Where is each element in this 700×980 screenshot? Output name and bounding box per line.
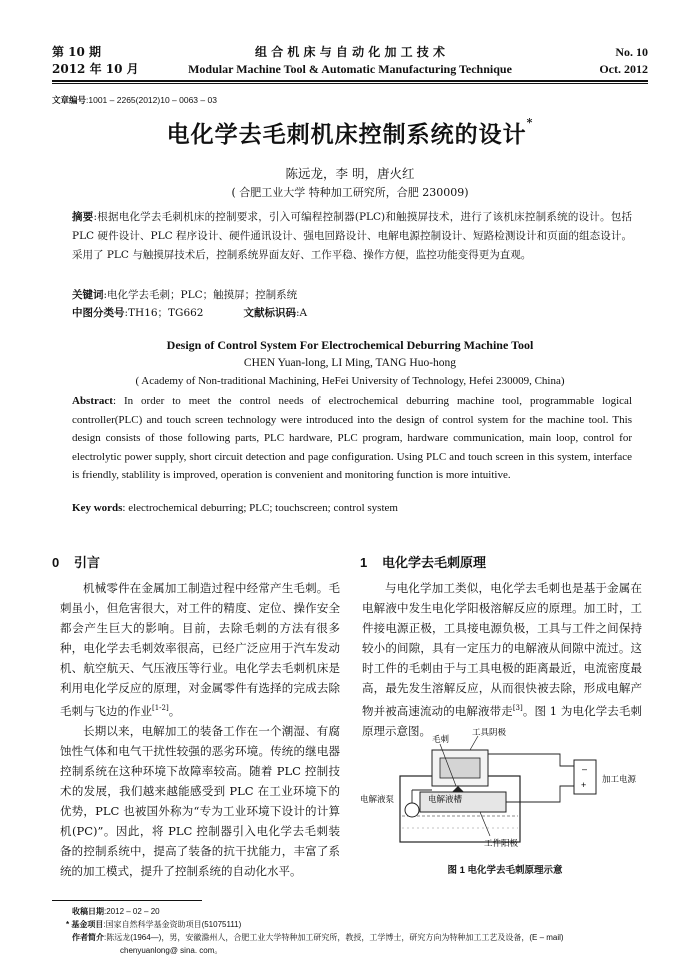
paper-authors: 陈远龙，李 明，唐火红: [285, 166, 415, 181]
header-rule: [52, 80, 648, 84]
keywords-cn: [72, 287, 297, 302]
right-column: [362, 578, 642, 741]
section-0-paragraph-2: 长期以来，电解加工的装备工作在一个潮湿、有腐蚀性气体和电气干扰性较强的恶劣环境。传统的继电器控制系统在这种环境下故障率较高。随着 PLC 控制技术的发展，我们越来越能感受到 PLC 在工业环境下的优势，PLC 也被国外称为“专为工业环境下设计的计算机(PC)”。因此，将 PLC 控制器引入电化学去毛刺装备的控制系统中，提高了装备的抗干扰能力，丰富了系统的加工模式，提升了控制系统的自动化水平。: [60, 723, 340, 878]
english-title: Design of Control System For Electrochemical Deburring Machine Tool: [166, 338, 534, 352]
label-burr: 毛刺: [432, 734, 450, 744]
journal-name: [0, 44, 700, 78]
wire-negative: [488, 754, 574, 766]
article-number-label: 文章编号: [52, 95, 87, 105]
classification-label: 中图分类号: [72, 307, 125, 319]
english-affiliation: ( Academy of Non-traditional Machining, HeFei University of Technology, Hefei 230009, China): [135, 375, 565, 387]
keywords-cn-text: :电化学去毛刺；PLC；触摸屏；控制系统: [103, 289, 298, 301]
paper-title-text: 电化学去毛刺机床控制系统的设计: [166, 121, 527, 148]
abstract-cn: [72, 208, 632, 265]
figure-1-diagram: [360, 728, 650, 858]
english-keywords: [72, 502, 398, 514]
power-plus: +: [581, 780, 587, 790]
paper-affiliation: ( 合肥工业大学 特种加工研究所，合肥 230009): [231, 186, 469, 199]
classification: [72, 305, 307, 320]
english-abstract: [72, 392, 632, 485]
english-keywords-label: Key words: [72, 502, 123, 514]
abstract-cn-text: :根据电化学去毛刺机床的控制要求，引入可编程控制器(PLC)和触摸屏技术，进行了该机床控制系统的设计。包括 PLC 硬件设计、PLC 程序设计、硬件通讯设计、强电回路设计、电解电源控制设计、短路检测设计和页面的组态设计。采用了 PLC 与触摸屏技术后，控制系统界面友好、工作平稳、操作方便，监控功能变得更为直观。: [72, 211, 632, 261]
article-number-value: :1001 – 2265(2012)10 – 0063 – 03: [86, 95, 217, 105]
left-column: [60, 578, 340, 881]
journal-name-cn: 组 合 机 床 与 自 动 化 加 工 技 术: [255, 45, 445, 59]
tool-core: [440, 758, 480, 778]
issue-date: 2012 年 10 月: [52, 62, 139, 76]
keywords-cn-label: 关键词: [72, 289, 104, 301]
english-abstract-label: Abstract: [72, 395, 113, 407]
citation-3: [3]: [512, 704, 523, 712]
journal-issue-en: [599, 44, 648, 78]
received-label: 收稿日期: [72, 907, 104, 916]
english-keywords-text: : electrochemical deburring; PLC; touchscreen; control system: [122, 502, 398, 514]
title-footnote-mark: *: [526, 116, 534, 129]
citation-1-2: [1-2]: [152, 704, 169, 712]
issue-number-en: No. 10: [615, 45, 648, 59]
label-workpiece-anode: 工件阳极: [484, 838, 519, 848]
label-electrolyte-tank: 电解液槽: [428, 794, 463, 804]
label-electrolyte-pump: 电解液泵: [360, 794, 395, 804]
section-1-paragraph-1: 与电化学加工类似，电化学去毛刺也是基于金属在电解液中发生电化学阳极溶解反应的原理。加工时，工件接电源正极，工具接电源负极，工具与工件之间保持较小的间隙，具有一定压力的电解液从间隙中流过。这时工件的毛刺由于与工具电极的距离最近，电流密度最高，最先发生溶解反应，从而很快被去除，形成电解产物并被高速流动的电解液带走[3]。图 1 为电化学去毛刺原理示意图。: [362, 581, 642, 738]
label-tool-cathode: 工具阴极: [472, 728, 507, 737]
issue-date-en: Oct. 2012: [599, 62, 648, 76]
footnote-fund: [66, 918, 241, 931]
section-0-title: 引言: [74, 555, 101, 570]
fund-text: :国家自然科学基金资助项目(51075111): [103, 920, 242, 929]
section-1-title: 电化学去毛刺原理: [382, 555, 487, 570]
classification-value: :TH16；TG662: [124, 307, 204, 319]
received-date: :2012 – 02 – 20: [104, 907, 160, 916]
abstract-cn-label: 摘要: [72, 211, 94, 223]
pump-icon: [405, 803, 419, 817]
article-number: [52, 94, 217, 106]
wire-positive: [506, 786, 574, 802]
english-authors: CHEN Yuan-long, LI Ming, TANG Huo-hong: [243, 357, 457, 369]
section-1-number: 1: [360, 555, 368, 570]
footnote-email: chenyuanlong@ sina. com。: [120, 946, 223, 955]
power-minus: –: [582, 764, 588, 774]
section-1-heading: [360, 552, 486, 571]
doc-code-value: :A: [296, 307, 308, 319]
section-0-paragraph-1: 机械零件在金属加工制造过程中经常产生毛刺。毛刺虽小，但危害很大，对工件的精度、定位、操作安全都会产生巨大的影响。目前，去除毛刺的方法有很多种，电化学去毛刺效率很高，已经广泛应用于汽车发动机、航空航天、气压液压等行业。电化学去毛刺机床是利用电化学反应的原理，对金属零件有选择的完成去除毛刺与飞边的作业[1-2]。: [60, 581, 340, 718]
figure-1-caption: 图 1 电化学去毛刺原理示意: [447, 865, 563, 876]
journal-name-en: Modular Machine Tool & Automatic Manufacturing Technique: [188, 62, 512, 76]
doc-code-label: 文献标识码: [243, 307, 296, 319]
section-0-heading: [52, 552, 100, 571]
footnote-author: [72, 931, 662, 944]
burr-marker: [452, 786, 464, 792]
footnote-received: [72, 905, 160, 918]
fund-label: * 基金项目: [66, 920, 104, 929]
author-bio-label: 作者简介: [72, 933, 104, 942]
issue-number: 第 10 期: [52, 45, 102, 59]
footnote-rule: [52, 900, 202, 901]
section-0-number: 0: [52, 555, 60, 570]
label-power-supply: 加工电源: [602, 774, 637, 784]
english-abstract-text: : In order to meet the control needs of electrochemical deburring machine tool, programmable logical controller(PLC) and touch screen technology were introduced into the design of control system for the machine tool. This design consists of those following parts, PLC hardware, PLC program, hardware communication, main loop, control for electrolytic power supply, short circuit detection and page configuration. Using PLC and touch screen in this system, interface is friendly, stablility is improved, operation is convenient and monitoring function is more intuitive.: [72, 395, 632, 481]
author-bio-text: :陈远龙(1964—)，男，安徽滁州人，合肥工业大学特种加工研究所，教授，工学博士，研究方向为特种加工工艺及设备，(E – mail): [104, 933, 564, 942]
paper-title: [0, 116, 700, 149]
